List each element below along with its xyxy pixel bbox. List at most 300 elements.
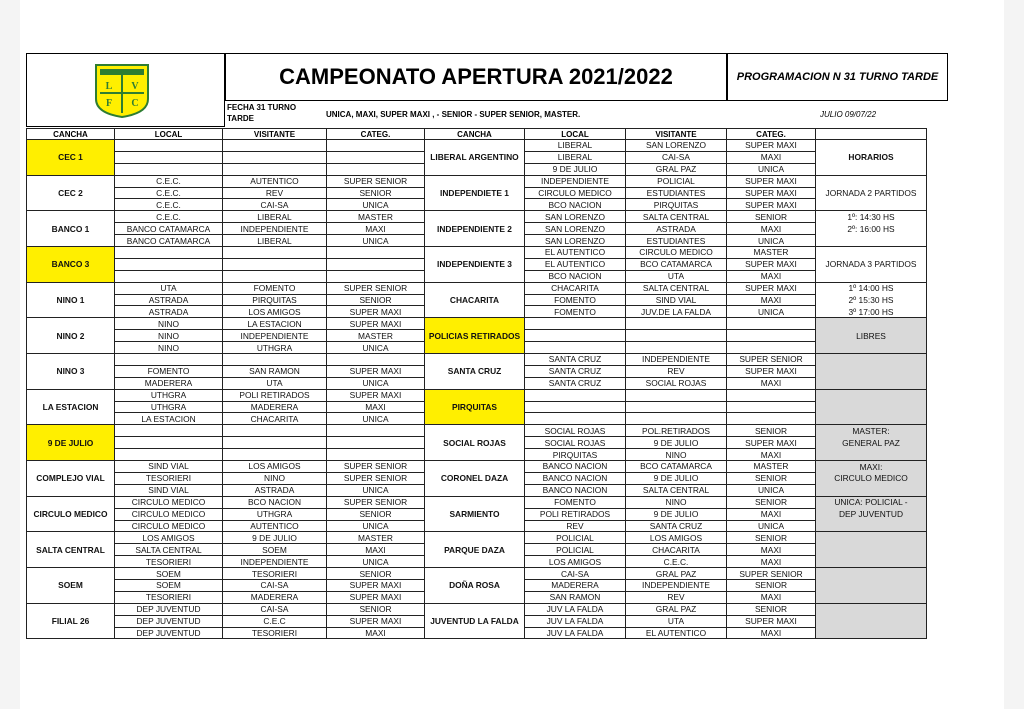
categ-cell: MAXI (727, 294, 816, 306)
cancha-cell: SARMIENTO (425, 496, 525, 532)
table-row (27, 389, 927, 401)
categ-cell: SENIOR (727, 603, 816, 615)
categorias-label: UNICA, MAXI, SUPER MAXI , - SENIOR - SUPER SENIOR, MASTER. (326, 110, 581, 119)
side-panel-cell (816, 163, 927, 175)
visitante-cell: LA ESTACION (223, 318, 327, 330)
visitante-cell: BCO CATAMARCA (626, 461, 727, 473)
visitante-cell: UTHGRA (223, 342, 327, 354)
cancha-cell: CIRCULO MEDICO (27, 496, 115, 532)
local-cell: SIND VIAL (115, 484, 223, 496)
cancha-cell: JUVENTUD LA FALDA (425, 603, 525, 639)
local-cell: FOMENTO (115, 365, 223, 377)
categ-cell: UNICA (327, 342, 425, 354)
local-cell (115, 163, 223, 175)
local-cell: POLICIAL (525, 544, 626, 556)
col-header-cancha: CANCHA (425, 129, 525, 140)
fecha-julio-label: JULIO 09/07/22 (820, 110, 877, 119)
visitante-cell: LOS AMIGOS (223, 461, 327, 473)
local-cell: SANTA CRUZ (525, 365, 626, 377)
local-cell: TESORIERI (115, 591, 223, 603)
visitante-cell: SALTA CENTRAL (626, 282, 727, 294)
visitante-cell: NINO (223, 472, 327, 484)
categ-cell: SENIOR (327, 294, 425, 306)
local-cell: SOEM (115, 568, 223, 580)
local-cell: REV (525, 520, 626, 532)
categ-cell (327, 258, 425, 270)
categ-cell: SUPER MAXI (327, 615, 425, 627)
visitante-cell: REV (626, 591, 727, 603)
local-cell: UTHGRA (115, 389, 223, 401)
categ-cell (327, 247, 425, 259)
categ-cell (327, 163, 425, 175)
cancha-cell: SOCIAL ROJAS (425, 425, 525, 461)
fixture-body (27, 140, 927, 639)
categ-cell (727, 342, 816, 354)
local-cell (115, 437, 223, 449)
local-cell: C.E.C. (115, 175, 223, 187)
local-cell: FOMENTO (525, 306, 626, 318)
categ-cell: SUPER MAXI (727, 365, 816, 377)
local-cell: EL AUTENTICO (525, 258, 626, 270)
side-panel-cell (816, 544, 927, 556)
side-panel-cell: 1º: 14:30 HS (816, 211, 927, 223)
visitante-cell (626, 413, 727, 425)
table-row (27, 247, 927, 259)
fecha-label: FECHA 31 TURNO TARDE (227, 103, 297, 123)
side-panel-cell (816, 377, 927, 389)
visitante-cell: CAI-SA (223, 199, 327, 211)
visitante-cell: 9 DE JULIO (626, 437, 727, 449)
local-cell: C.E.C. (115, 187, 223, 199)
categ-cell: MAXI (327, 544, 425, 556)
local-cell (525, 389, 626, 401)
categ-cell: MASTER (727, 461, 816, 473)
visitante-cell: POLICIAL (626, 175, 727, 187)
visitante-cell (626, 389, 727, 401)
side-panel-cell (816, 579, 927, 591)
local-cell: FOMENTO (525, 294, 626, 306)
local-cell (115, 247, 223, 259)
side-panel-cell: 2º: 16:00 HS (816, 223, 927, 235)
local-cell (525, 413, 626, 425)
table-row (27, 318, 927, 330)
categ-cell: SUPER MAXI (327, 365, 425, 377)
visitante-cell: BCO CATAMARCA (626, 258, 727, 270)
local-cell: BANCO NACION (525, 484, 626, 496)
categ-cell: SUPER MAXI (327, 318, 425, 330)
categ-cell: SUPER MAXI (727, 282, 816, 294)
visitante-cell (626, 330, 727, 342)
visitante-cell: NINO (626, 496, 727, 508)
col-header-local: LOCAL (115, 129, 223, 140)
local-cell: SALTA CENTRAL (115, 544, 223, 556)
cancha-cell: PARQUE DAZA (425, 532, 525, 568)
categ-cell: UNICA (727, 520, 816, 532)
local-cell: SAN RAMON (525, 591, 626, 603)
categ-cell: MASTER (727, 247, 816, 259)
categ-cell: SUPER MAXI (327, 579, 425, 591)
categ-cell: MAXI (327, 627, 425, 639)
categ-cell: SENIOR (727, 425, 816, 437)
side-panel-cell (816, 591, 927, 603)
side-panel-cell (816, 484, 927, 496)
side-panel-cell (816, 615, 927, 627)
categ-cell: SUPER SENIOR (727, 354, 816, 366)
cancha-cell: BANCO 3 (27, 247, 115, 283)
local-cell: 9 DE JULIO (525, 163, 626, 175)
local-cell: SOEM (115, 579, 223, 591)
table-row (27, 211, 927, 223)
visitante-cell: 9 DE JULIO (223, 532, 327, 544)
categ-cell: UNICA (327, 556, 425, 568)
page-title: CAMPEONATO APERTURA 2021/2022 (225, 53, 727, 101)
local-cell: LA ESTACION (115, 413, 223, 425)
cancha-cell: NINO 2 (27, 318, 115, 354)
local-cell: FOMENTO (525, 496, 626, 508)
visitante-cell (223, 449, 327, 461)
visitante-cell: SOCIAL ROJAS (626, 377, 727, 389)
side-panel-cell: DEP JUVENTUD (816, 508, 927, 520)
visitante-cell: 9 DE JULIO (626, 508, 727, 520)
cancha-cell: NINO 3 (27, 354, 115, 390)
fixture-table (26, 128, 927, 639)
side-panel-cell (816, 401, 927, 413)
local-cell: CAI-SA (525, 568, 626, 580)
visitante-cell: CAI-SA (223, 603, 327, 615)
visitante-cell: TESORIERI (223, 568, 327, 580)
local-cell: CIRCULO MEDICO (115, 508, 223, 520)
categ-cell (727, 330, 816, 342)
categ-cell (327, 437, 425, 449)
categ-cell: SUPER MAXI (327, 389, 425, 401)
visitante-cell: LIBERAL (223, 235, 327, 247)
categ-cell: SENIOR (327, 603, 425, 615)
side-panel-cell: JORNADA 2 PARTIDOS (816, 187, 927, 199)
categ-cell (727, 413, 816, 425)
cancha-cell: PIRQUITAS (425, 389, 525, 425)
local-cell: CIRCULO MEDICO (115, 520, 223, 532)
categ-cell (327, 354, 425, 366)
categ-cell: UNICA (327, 199, 425, 211)
local-cell: POLI RETIRADOS (525, 508, 626, 520)
visitante-cell: 9 DE JULIO (626, 472, 727, 484)
visitante-cell: PIRQUITAS (626, 199, 727, 211)
cancha-cell: BANCO 1 (27, 211, 115, 247)
side-panel-cell: UNICA: POLICIAL - (816, 496, 927, 508)
categ-cell: MAXI (727, 151, 816, 163)
categ-cell: MAXI (727, 223, 816, 235)
local-cell: UTA (115, 282, 223, 294)
categ-cell: SENIOR (327, 508, 425, 520)
visitante-cell (223, 437, 327, 449)
visitante-cell (626, 318, 727, 330)
local-cell: DEP JUVENTUD (115, 615, 223, 627)
local-cell: NINO (115, 318, 223, 330)
visitante-cell: ESTUDIANTES (626, 235, 727, 247)
visitante-cell: TESORIERI (223, 627, 327, 639)
visitante-cell: SAN RAMON (223, 365, 327, 377)
categ-cell: UNICA (727, 306, 816, 318)
visitante-cell: POL.RETIRADOS (626, 425, 727, 437)
local-cell: TESORIERI (115, 472, 223, 484)
visitante-cell: SIND VIAL (626, 294, 727, 306)
local-cell: TESORIERI (115, 556, 223, 568)
categ-cell: SUPER MAXI (727, 140, 816, 152)
table-row (27, 425, 927, 437)
table-row (27, 175, 927, 187)
visitante-cell: MADERERA (223, 401, 327, 413)
local-cell: DEP JUVENTUD (115, 603, 223, 615)
categ-cell: MAXI (727, 556, 816, 568)
categ-cell: MAXI (327, 401, 425, 413)
categ-cell: SUPER SENIOR (327, 175, 425, 187)
categ-cell: SENIOR (727, 579, 816, 591)
table-row (27, 568, 927, 580)
visitante-cell: C.E.C. (626, 556, 727, 568)
visitante-cell (223, 354, 327, 366)
local-cell: CIRCULO MEDICO (115, 496, 223, 508)
categ-cell: UNICA (327, 235, 425, 247)
local-cell: BANCO CATAMARCA (115, 223, 223, 235)
side-panel-cell: MAXI: (816, 461, 927, 473)
side-panel-cell (816, 199, 927, 211)
local-cell: C.E.C. (115, 199, 223, 211)
side-panel-cell (816, 247, 927, 259)
cancha-cell: LA ESTACION (27, 389, 115, 425)
categ-cell: SUPER SENIOR (327, 282, 425, 294)
visitante-cell (223, 163, 327, 175)
local-cell: SANTA CRUZ (525, 377, 626, 389)
local-cell: NINO (115, 342, 223, 354)
categ-cell: SENIOR (727, 496, 816, 508)
categ-cell: MASTER (327, 211, 425, 223)
table-row (27, 496, 927, 508)
categ-cell (327, 140, 425, 152)
side-panel-cell (816, 568, 927, 580)
visitante-cell: SANTA CRUZ (626, 520, 727, 532)
local-cell (115, 354, 223, 366)
side-panel-cell (816, 389, 927, 401)
cancha-cell: SOEM (27, 568, 115, 604)
categ-cell (727, 318, 816, 330)
categ-cell: MAXI (727, 627, 816, 639)
logo-box (26, 53, 225, 127)
local-cell: LOS AMIGOS (525, 556, 626, 568)
side-panel-cell: CIRCULO MEDICO (816, 472, 927, 484)
categ-cell (327, 425, 425, 437)
categ-cell: UNICA (327, 413, 425, 425)
categ-cell: UNICA (327, 377, 425, 389)
side-panel-cell: 1º 14:00 HS (816, 282, 927, 294)
table-header-row (27, 129, 927, 140)
categ-cell: MAXI (727, 270, 816, 282)
visitante-cell: NINO (626, 449, 727, 461)
categ-cell: UNICA (727, 235, 816, 247)
visitante-cell: CAI-SA (626, 151, 727, 163)
local-cell: JUV LA FALDA (525, 615, 626, 627)
categ-cell: SUPER SENIOR (727, 568, 816, 580)
cancha-cell: CORONEL DAZA (425, 461, 525, 497)
categ-cell: MAXI (727, 508, 816, 520)
categ-cell (327, 449, 425, 461)
local-cell (115, 449, 223, 461)
svg-text:V: V (131, 81, 139, 92)
visitante-cell: CIRCULO MEDICO (626, 247, 727, 259)
local-cell: MADERERA (525, 579, 626, 591)
visitante-cell: LOS AMIGOS (626, 532, 727, 544)
categ-cell: SUPER SENIOR (327, 461, 425, 473)
local-cell: C.E.C. (115, 211, 223, 223)
categ-cell: SENIOR (727, 211, 816, 223)
visitante-cell: GRAL PAZ (626, 163, 727, 175)
cancha-cell: CHACARITA (425, 282, 525, 318)
visitante-cell: SALTA CENTRAL (626, 211, 727, 223)
local-cell: SAN LORENZO (525, 223, 626, 235)
local-cell: BANCO NACION (525, 461, 626, 473)
side-panel-cell (816, 175, 927, 187)
categ-cell (727, 389, 816, 401)
local-cell: BCO NACION (525, 270, 626, 282)
visitante-cell: PIRQUITAS (223, 294, 327, 306)
categ-cell: UNICA (727, 163, 816, 175)
categ-cell: SUPER MAXI (727, 437, 816, 449)
side-panel-cell: HORARIOS (816, 151, 927, 163)
side-panel-cell (816, 354, 927, 366)
side-panel-cell (816, 342, 927, 354)
side-panel-cell (816, 556, 927, 568)
visitante-cell: LOS AMIGOS (223, 306, 327, 318)
visitante-cell: REV (223, 187, 327, 199)
visitante-cell (626, 401, 727, 413)
local-cell: ASTRADA (115, 294, 223, 306)
cancha-cell: SANTA CRUZ (425, 354, 525, 390)
local-cell: LIBERAL (525, 151, 626, 163)
categ-cell: SUPER MAXI (727, 175, 816, 187)
visitante-cell: GRAL PAZ (626, 568, 727, 580)
side-panel-cell: GENERAL PAZ (816, 437, 927, 449)
cancha-cell: INDEPENDIETE 1 (425, 175, 525, 211)
local-cell: BANCO CATAMARCA (115, 235, 223, 247)
visitante-cell: INDEPENDIENTE (626, 354, 727, 366)
local-cell (115, 258, 223, 270)
visitante-cell: ESTUDIANTES (626, 187, 727, 199)
visitante-cell: C.E.C (223, 615, 327, 627)
side-panel-cell (816, 603, 927, 615)
col-header-visitante: VISITANTE (626, 129, 727, 140)
cancha-cell: SALTA CENTRAL (27, 532, 115, 568)
categ-cell (327, 151, 425, 163)
local-cell (115, 140, 223, 152)
table-row (27, 140, 927, 152)
side-panel-cell (816, 413, 927, 425)
categ-cell: MAXI (327, 223, 425, 235)
side-panel-cell: MASTER: (816, 425, 927, 437)
visitante-cell: INDEPENDIENTE (223, 223, 327, 235)
categ-cell: MASTER (327, 532, 425, 544)
categ-cell: MAXI (727, 544, 816, 556)
categ-cell: SUPER MAXI (327, 306, 425, 318)
col-header-visitante: VISITANTE (223, 129, 327, 140)
cancha-cell: DOÑA ROSA (425, 568, 525, 604)
visitante-cell: POLI RETIRADOS (223, 389, 327, 401)
cancha-cell: NINO 1 (27, 282, 115, 318)
col-header-categ: CATEG. (327, 129, 425, 140)
visitante-cell: ASTRADA (626, 223, 727, 235)
local-cell: JUV LA FALDA (525, 627, 626, 639)
categ-cell: MAXI (727, 449, 816, 461)
side-panel-cell (816, 318, 927, 330)
visitante-cell: GRAL PAZ (626, 603, 727, 615)
visitante-cell: CHACARITA (223, 413, 327, 425)
visitante-cell (223, 151, 327, 163)
categ-cell: SUPER SENIOR (327, 496, 425, 508)
visitante-cell: INDEPENDIENTE (223, 556, 327, 568)
categ-cell: SENIOR (727, 472, 816, 484)
local-cell: DEP JUVENTUD (115, 627, 223, 639)
table-row (27, 282, 927, 294)
categ-cell: SENIOR (327, 568, 425, 580)
visitante-cell: UTA (626, 270, 727, 282)
local-cell: LIBERAL (525, 140, 626, 152)
local-cell (115, 270, 223, 282)
categ-cell: UNICA (327, 520, 425, 532)
categ-cell: SUPER MAXI (727, 258, 816, 270)
local-cell: BCO NACION (525, 199, 626, 211)
table-row (27, 532, 927, 544)
local-cell (525, 342, 626, 354)
visitante-cell: INDEPENDIENTE (626, 579, 727, 591)
local-cell: LOS AMIGOS (115, 532, 223, 544)
local-cell: SIND VIAL (115, 461, 223, 473)
categ-cell: SENIOR (327, 187, 425, 199)
visitante-cell (626, 342, 727, 354)
visitante-cell (223, 425, 327, 437)
visitante-cell: EL AUTENTICO (626, 627, 727, 639)
col-header-side (816, 129, 927, 140)
categ-cell: UNICA (327, 484, 425, 496)
categ-cell: MASTER (327, 330, 425, 342)
side-panel-cell: JORNADA 3 PARTIDOS (816, 258, 927, 270)
visitante-cell (223, 258, 327, 270)
table-row (27, 461, 927, 473)
local-cell (525, 330, 626, 342)
categ-cell: SUPER SENIOR (327, 472, 425, 484)
local-cell: NINO (115, 330, 223, 342)
local-cell: CIRCULO MEDICO (525, 187, 626, 199)
visitante-cell: FOMENTO (223, 282, 327, 294)
side-panel-cell (816, 140, 927, 152)
cancha-cell: FILIAL 26 (27, 603, 115, 639)
visitante-cell: CHACARITA (626, 544, 727, 556)
visitante-cell: AUTENTICO (223, 175, 327, 187)
local-cell: POLICIAL (525, 532, 626, 544)
cancha-cell: 9 DE JULIO (27, 425, 115, 461)
local-cell (115, 151, 223, 163)
cancha-cell: CEC 2 (27, 175, 115, 211)
side-panel-cell: 2º 15:30 HS (816, 294, 927, 306)
side-panel-cell (816, 520, 927, 532)
local-cell (525, 401, 626, 413)
svg-text:L: L (105, 81, 113, 92)
svg-text:C: C (131, 98, 139, 109)
visitante-cell: CAI-SA (223, 579, 327, 591)
visitante-cell: REV (626, 365, 727, 377)
local-cell: CHACARITA (525, 282, 626, 294)
categ-cell: SUPER MAXI (727, 615, 816, 627)
categ-cell: MAXI (727, 377, 816, 389)
visitante-cell: LIBERAL (223, 211, 327, 223)
local-cell (525, 318, 626, 330)
